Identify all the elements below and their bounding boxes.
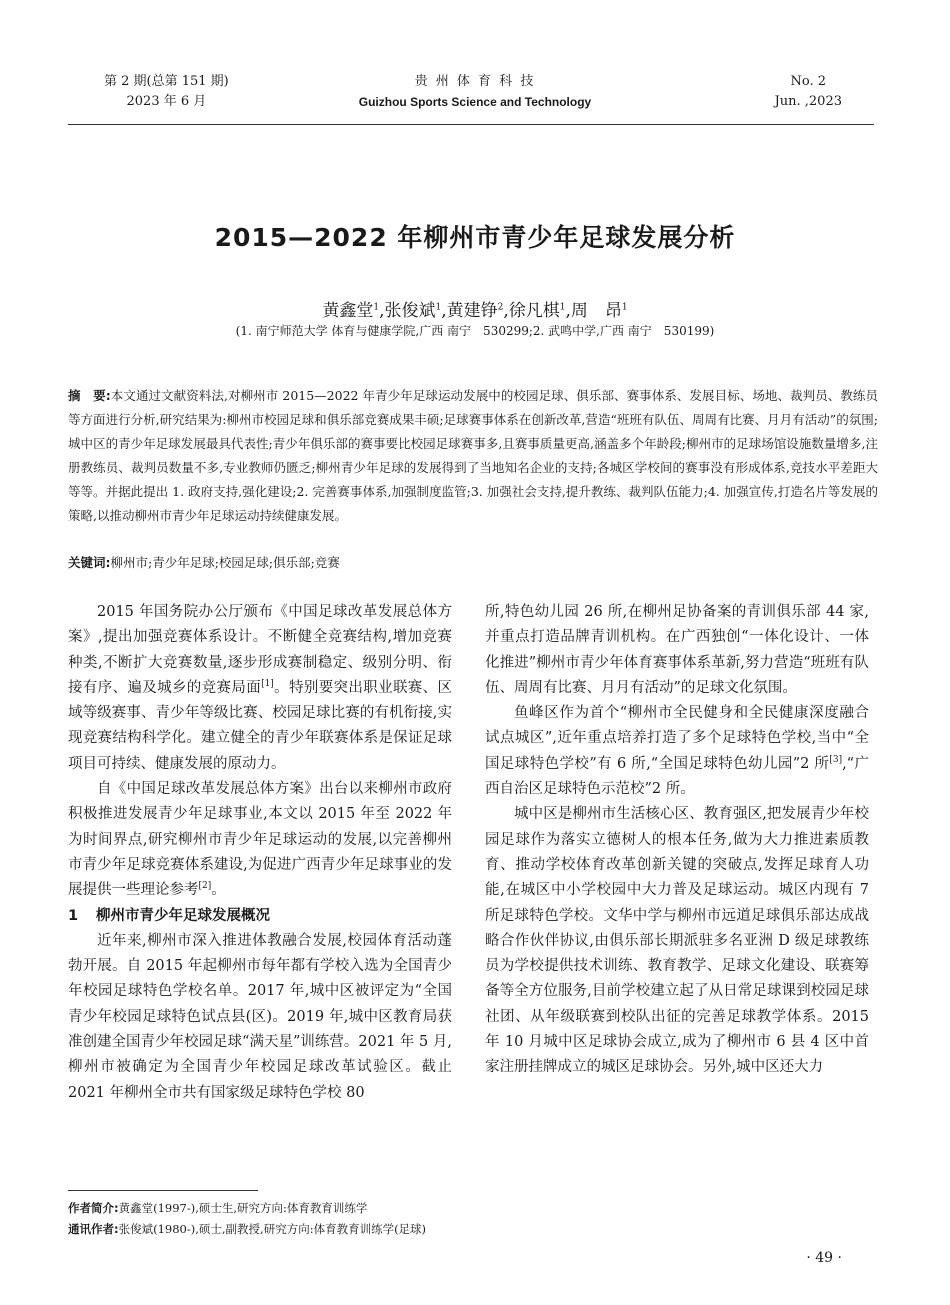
author-sup: 1: [559, 302, 566, 313]
paragraph-text: 鱼峰区作为首个“柳州市全民健身和全民健康深度融合试点城区”,近年重点培养打造了多个足球特色学校,当中“全国足球特色学校”有 6 所,“全国足球特色幼儿园”2 所: [485, 705, 869, 772]
citation-ref: [3]: [829, 754, 843, 765]
paragraph: [68, 600, 452, 777]
header-issue-block: [104, 72, 229, 112]
section-number: 1: [68, 907, 79, 924]
keywords: [68, 552, 878, 574]
header-journal-en: Guizhou Sports Science and Technology: [358, 95, 592, 109]
section-heading: [68, 904, 452, 929]
body-column-left: [68, 600, 452, 1106]
article-title: 2015—2022 年柳州市青少年足球发展分析: [214, 223, 736, 252]
abstract: [68, 384, 878, 528]
header-issue-en: No. 2: [790, 74, 827, 89]
paragraph: [485, 701, 869, 802]
header-date-en: Jun. ,2023: [774, 94, 842, 109]
page-number: · 49 ·: [806, 1250, 842, 1266]
header-journal-cn: 贵 州 体 育 科 技: [414, 74, 536, 89]
citation-ref: [2]: [198, 881, 212, 892]
paragraph-text: 。特别要突出职业联赛、区域等级赛事、青少年等级比赛、校园足球比赛的有机衔接,实现竞赛结构科学化。建立健全的青少年联赛体系是保证足球项目可持续、健康发展的原动力。: [68, 679, 453, 772]
paragraph-text: 2015 年国务院办公厅颁布《中国足球改革发展总体方案》,提出加强竞赛体系设计。不断健全竞赛结构,增加竞赛种类,不断扩大竞赛数量,逐步形成赛制稳定、级别分明、衔接有序、遍及城乡的竞赛局面: [68, 604, 452, 696]
abstract-text: 本文通过文献资料法,对柳州市 2015—2022 年青少年足球运动发展中的校园足球、俱乐部、赛事体系、发展目标、场地、裁判员、教练员等方面进行分析,研究结果为:柳州市校园足球和俱乐部竞赛成果丰硕;足球赛事体系在创新改革,营造“班班有队伍、周周有比赛、月月有活动”的氛围;城中区的青少年足球发展最具代表性;青少年俱乐部的赛事要比校园足球赛事多,且赛事质量更高,涵盖多个年龄段;柳州市的足球场馆设施数量增多,注册教练员、裁判员数量不多,专业教师仍匮乏;柳州青少年足球的发展得到了当地知名企业的支持;各城区学校间的赛事没有形成体系,竞技水平差距大等等。并据此提出 1. 政府支持,强化建设;2. 完善赛事体系,加强制度监管;3. 加强社会支持,提升教练、裁判队伍能力;4. 加强宣传,打造名片等发展的策略,以推动柳州市青少年足球运动持续健康发展。: [68, 388, 879, 523]
header-rule: [68, 124, 874, 125]
author-name: 黄建铮: [446, 301, 498, 321]
author-name: 张俊斌: [384, 301, 436, 321]
header-journal-block: [300, 72, 650, 112]
author-name: 黄鑫堂: [322, 301, 374, 321]
footnote-corresponding-author: [68, 1219, 768, 1239]
paragraph-text: 自《中国足球改革发展总体方案》出台以来柳州市政府积极推进发展青少年足球事业,本文以 2015 年至 2022 年为时间界点,研究柳州市青少年足球运动的发展,以完善柳州市青少年足球竞赛体系建设,为促进广西青少年足球事业的发展提供一些理论参考: [68, 781, 452, 899]
keywords-label: 关键词:: [68, 555, 111, 570]
footnote-label: 作者简介:: [68, 1201, 119, 1215]
footnote-text: 黄鑫堂(1997-),硕士生,研究方向:体育教育训练学: [118, 1201, 368, 1215]
abstract-label: 摘 要:: [68, 388, 111, 403]
author-list: 黄鑫堂$^1$,张俊斌$^1$,黄建铮$^2$,徐凡棋$^1$,周 昂$^1$: [322, 301, 628, 321]
header-issue-en-block: [775, 72, 842, 112]
section-title: 柳州市青少年足球发展概况: [96, 907, 270, 924]
author-name: 周 昂: [570, 301, 622, 321]
author-sup: 1: [373, 302, 380, 313]
header-issue-cn: 第 2 期(总第 151 期): [104, 74, 229, 89]
paragraph: [68, 777, 452, 903]
paragraph-text: 。: [211, 882, 226, 899]
paragraph: 近年来,柳州市深入推进体教融合发展,校园体育活动蓬勃开展。自 2015 年起柳州市每年都有学校入选为全国青少年校园足球特色学校名单。2017 年,城中区被评定为“全国青少年校园足球特色试点县(区)。2019 年,城中区教育局获准创建全国青少年校园足球“满天星”训练营。2021 年 5 月,柳州市被确定为全国青少年校园足球改革试验区。截止 2021 年柳州全市共有国家级足球特色学校 80: [68, 932, 452, 1101]
author-name: 徐凡棋: [508, 301, 560, 321]
author-affiliation: (1. 南宁师范大学 体育与健康学院,广西 南宁 530299;2. 武鸣中学,广西 南宁 530199): [235, 324, 715, 338]
footnote-rule: [68, 1190, 258, 1191]
paragraph: 城中区是柳州市生活核心区、教育强区,把发展青少年校园足球作为落实立德树人的根本任务,做为大力推进素质教育、推动学校体育改革创新关键的突破点,发挥足球育人功能,在城区中小学校园中大力普及足球运动。城区内现有 7 所足球特色学校。文华中学与柳州市远道足球俱乐部达成战略合作伙伴协议,由俱乐部长期派驻多名亚洲 D 级足球教练员为学校提供技术训练、教育教学、足球文化建设、联赛筹备等全方位服务,目前学校建立起了从日常足球课到校园足球社团、从年级联赛到校队出征的完善足球教学体系。2015 年 10 月城中区足球协会成立,成为了柳州市 6 县 4 区中首家注册挂牌成立的城区足球协会。另外,城中区还大力: [485, 806, 869, 1076]
footnote-label: 通讯作者:: [68, 1222, 119, 1236]
author-sup: 1: [435, 302, 442, 313]
body-column-right: [485, 600, 869, 1081]
keywords-text: 柳州市;青少年足球;校园足球;俱乐部;竞赛: [110, 555, 340, 570]
paragraph: 所,特色幼儿园 26 所,在柳州足协备案的青训俱乐部 44 家,并重点打造品牌青训机构。在广西独创“一体化设计、一体化推进”柳州市青少年体育赛事体系革新,努力营造“班班有队伍、周周有比赛、月月有活动”的足球文化氛围。: [485, 604, 869, 696]
author-sup: 2: [497, 302, 504, 313]
header-date-cn: 2023 年 6 月: [126, 94, 207, 109]
citation-ref: [1]: [261, 679, 274, 690]
author-sup: 1: [621, 302, 628, 313]
footnote-text: 张俊斌(1980-),硕士,副教授,研究方向:体育教育训练学(足球): [118, 1222, 427, 1236]
footnote-author-intro: [68, 1198, 768, 1218]
paragraph-text: ,“广西自治区足球特色示范校”2 所。: [485, 755, 870, 798]
